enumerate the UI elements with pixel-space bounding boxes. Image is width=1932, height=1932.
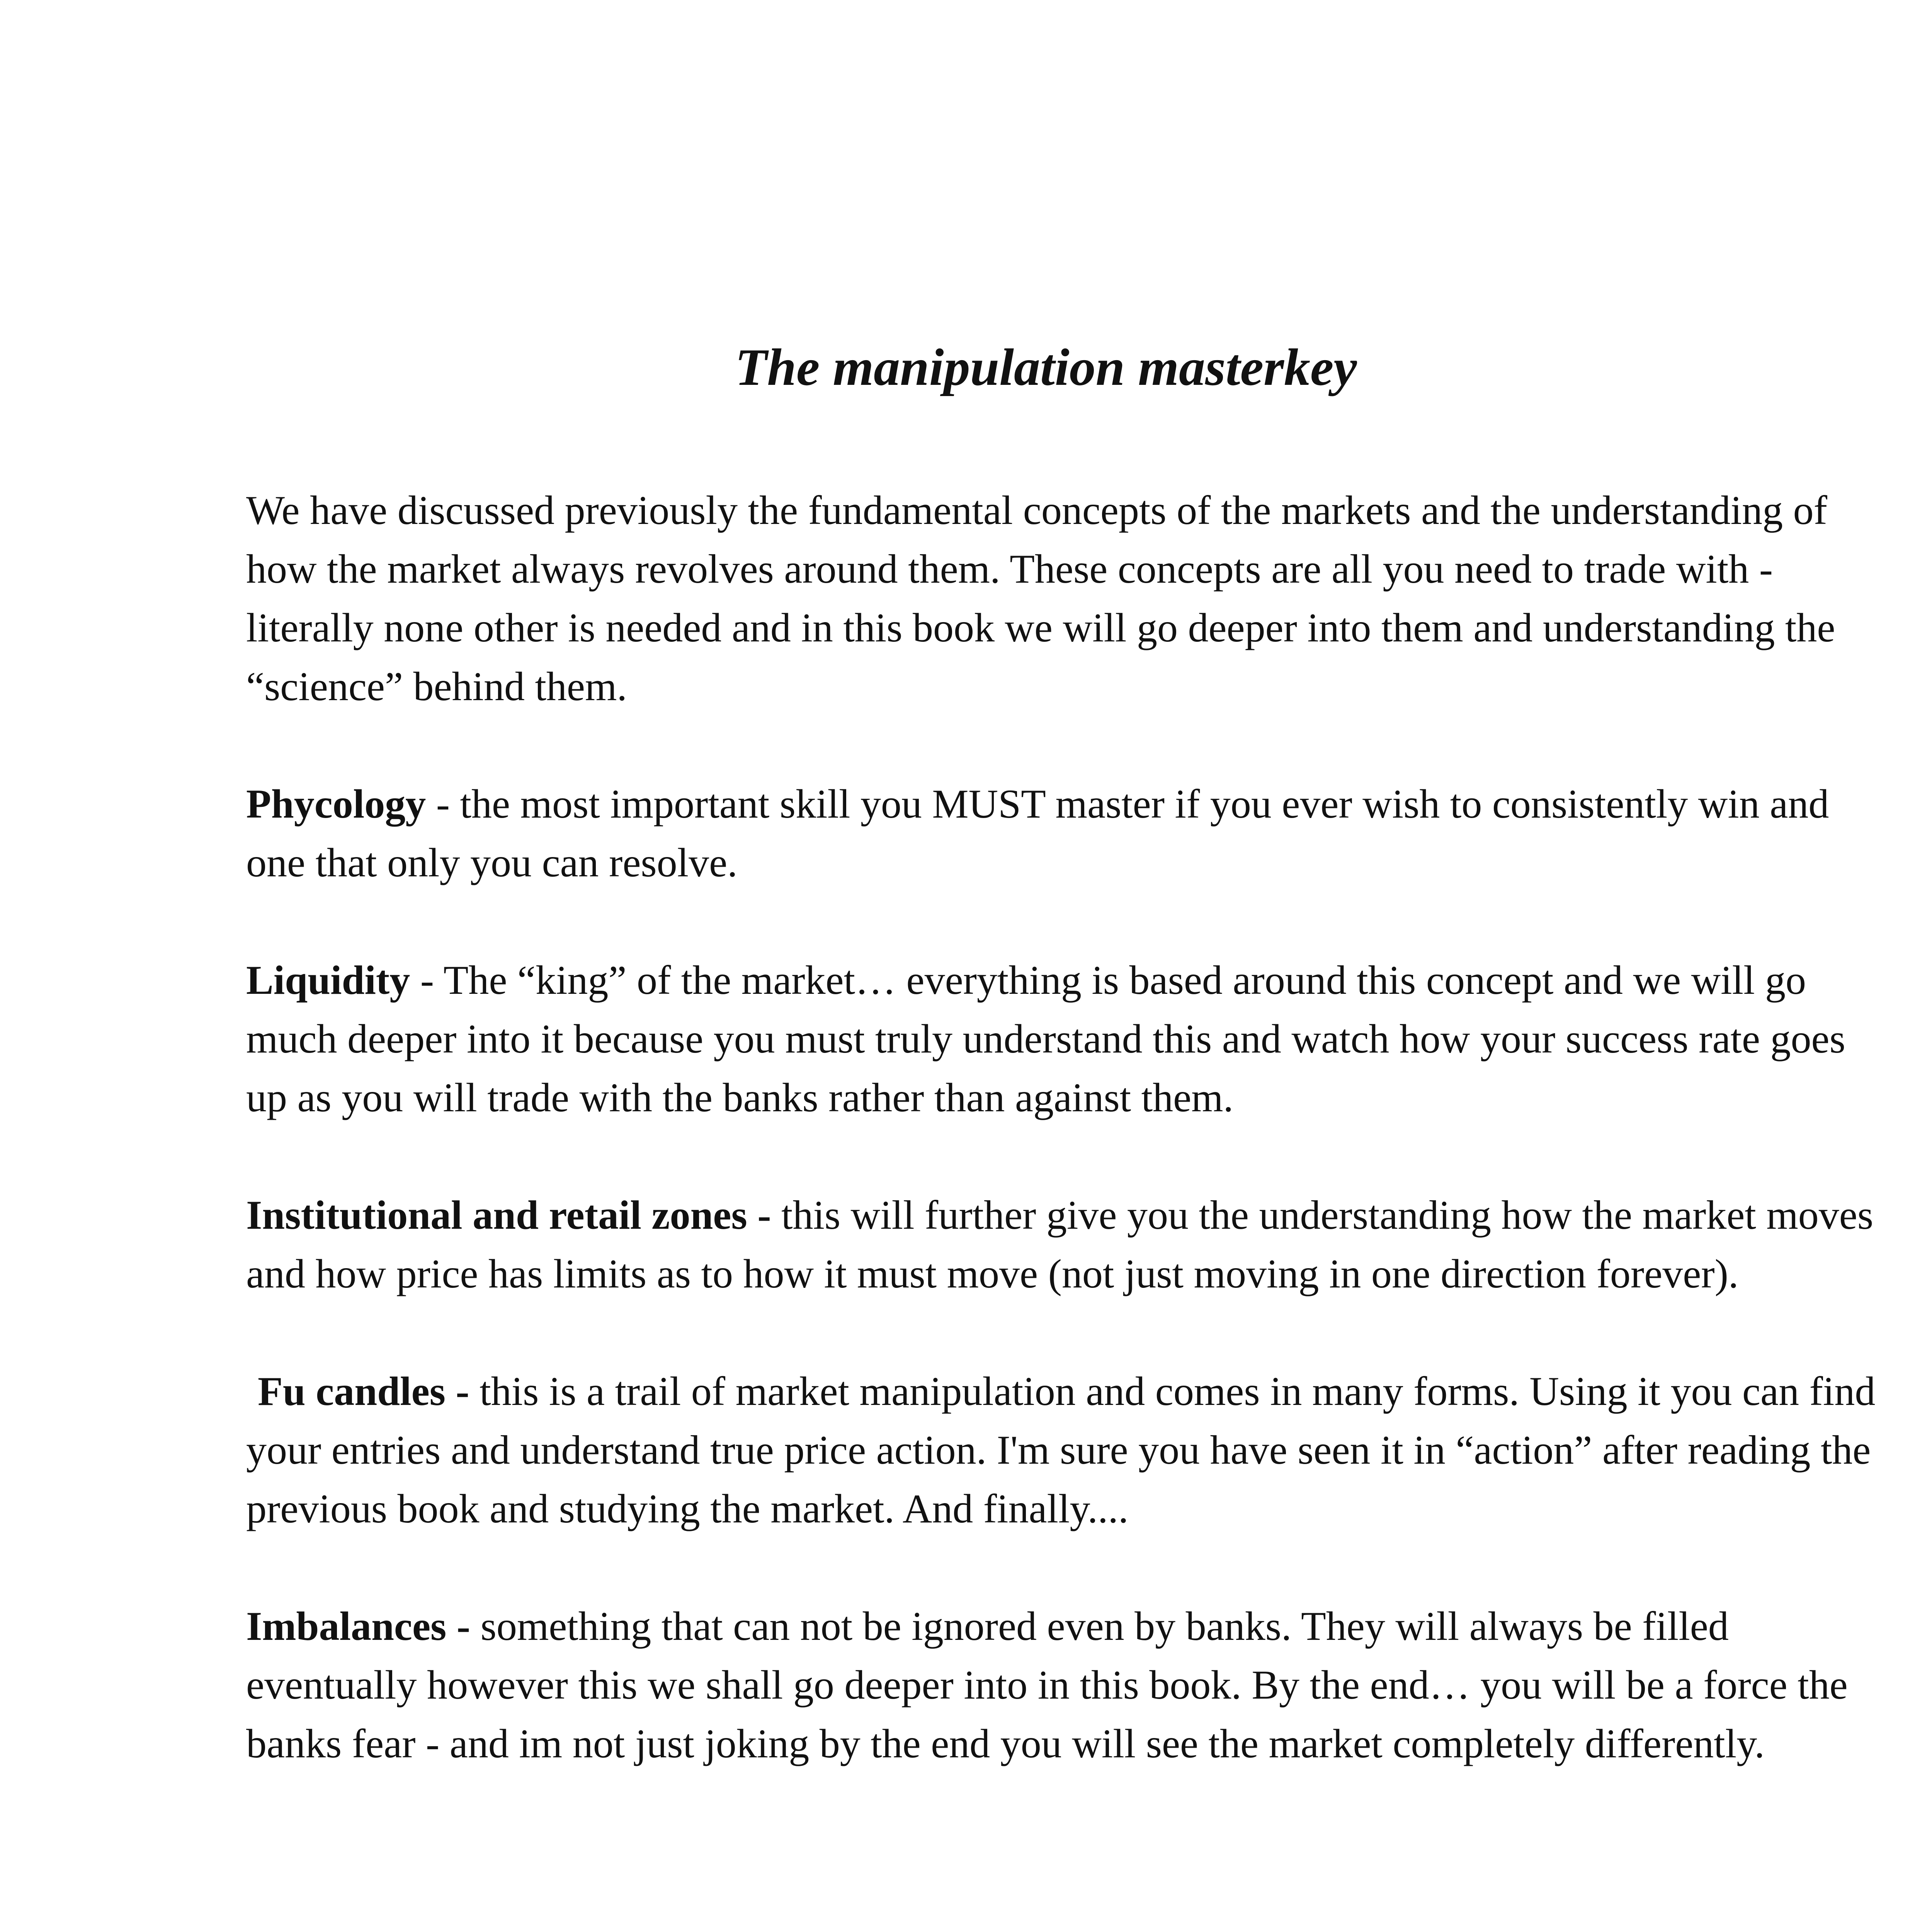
section-term: Fu candles - <box>258 1369 469 1414</box>
section-text: this will further give you the understanding how the market moves and how price has limits as to how it must move (not just moving in one direction forever). <box>246 1192 1874 1296</box>
section-term: Imbalances - <box>246 1604 471 1649</box>
section-text: - The “king” of the market… everything is based around this concept and we will go much deeper into it because you must truly understand this and watch how your success rate goes up as you will trade with the banks rather than against them. <box>246 957 1845 1120</box>
section-term: Phycology <box>246 781 426 827</box>
section-term: Institutional and retail zones - <box>246 1192 771 1238</box>
section-institutional-retail-zones <box>246 1186 1877 1303</box>
section-imbalances <box>246 1597 1877 1773</box>
section-text: this is a trail of market manipulation and comes in many forms. Using it you can find your entries and understand true price action. I'm sure you have seen it in “action” after reading the previous book and studying the market. And finally.... <box>246 1369 1876 1531</box>
section-text: something that can not be ignored even by banks. They will always be filled eventually however this we shall go deeper into in this book. By the end… you will be a force the banks fear - and im not just joking by the end you will see the market completely differently. <box>246 1604 1848 1766</box>
intro-paragraph: We have discussed previously the fundamental concepts of the markets and the understanding of how the market always revolves around them. These concepts are all you need to trade with - literally none other is needed and in this book we will go deeper into them and understanding the “science” behind them. <box>246 488 1835 709</box>
section-fu-candles <box>246 1362 1877 1538</box>
page-title: The manipulation masterkey <box>735 338 1357 396</box>
section-text: - the most important skill you MUST master if you ever wish to consistently win and one that only you can resolve. <box>246 781 1829 885</box>
section-phycology <box>246 775 1877 892</box>
section-term: Liquidity <box>246 957 410 1003</box>
body-text <box>246 481 1877 1832</box>
section-liquidity <box>246 951 1877 1127</box>
